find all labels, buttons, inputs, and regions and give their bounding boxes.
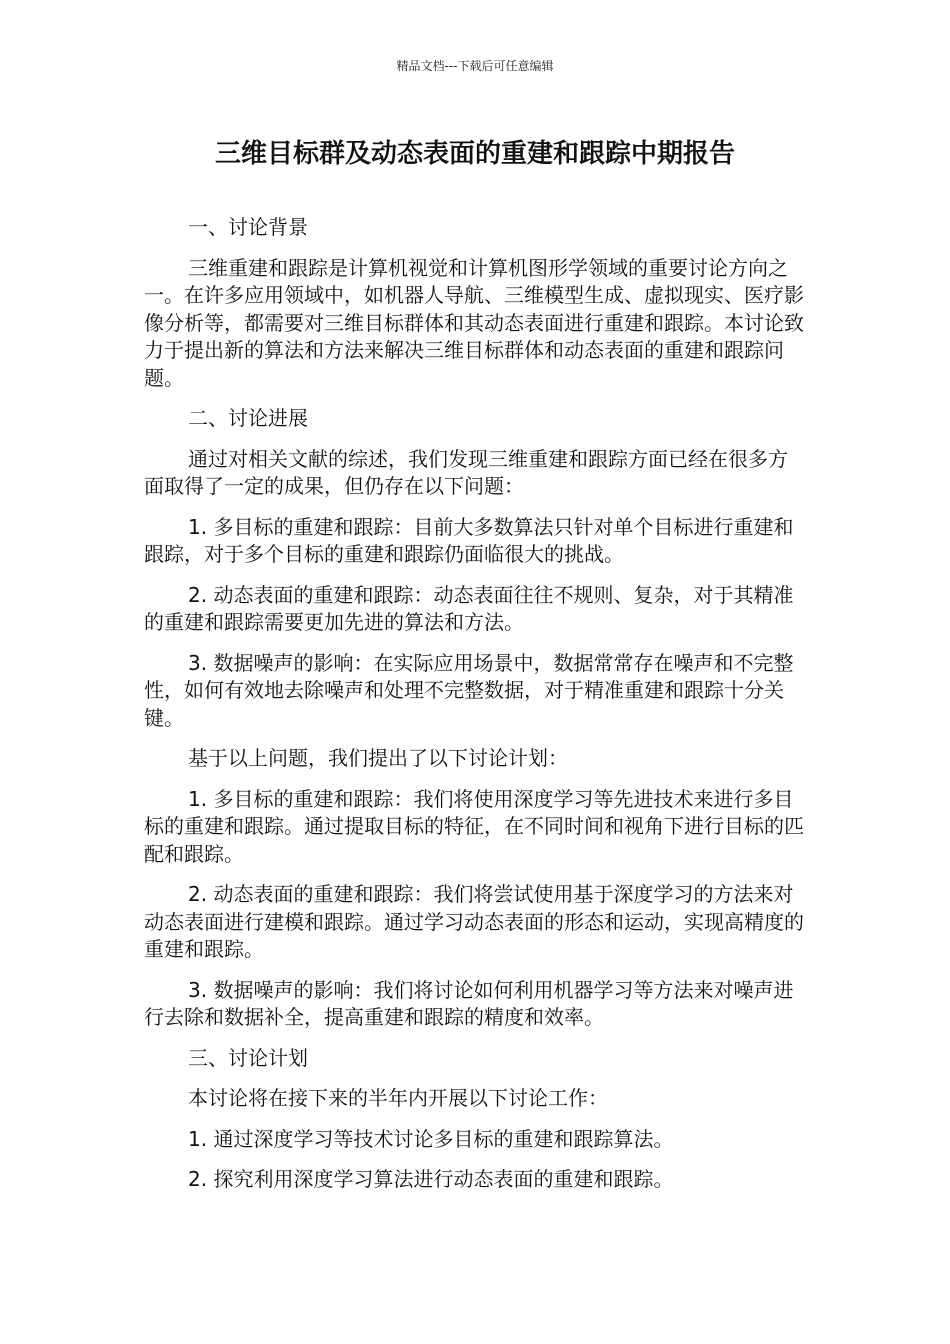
section-heading-progress: 二、讨论进展 (188, 406, 308, 430)
issue-item-3: 3. 数据噪声的影响：在实际应用场景中，数据常常存在噪声和不完整性，如何有效地去除噪声和处理不完整数据，对于精准重建和跟踪十分关键。 (144, 650, 794, 730)
plan-item-3: 3. 数据噪声的影响：我们将讨论如何利用机器学习等方法来对噪声进行去除和数据补全，提高重建和跟踪的精度和效率。 (144, 977, 794, 1029)
paragraph-progress-intro: 通过对相关文献的综述，我们发现三维重建和跟踪方面已经在很多方面取得了一定的成果，但仍存在以下问题： (144, 446, 788, 498)
document-body (144, 214, 804, 1194)
paragraph-background: 三维重建和跟踪是计算机视觉和计算机图形学领域的重要讨论方向之一。在许多应用领域中，如机器人导航、三维模型生成、虚拟现实、医疗影像分析等，都需要对三维目标群体和其动态表面进行重建和跟踪。本讨论致力于提出新的算法和方法来解决三维目标群体和动态表面的重建和跟踪问题。 (144, 255, 804, 390)
issue-item-1: 1. 多目标的重建和跟踪：目前大多数算法只针对单个目标进行重建和跟踪，对于多个目标的重建和跟踪仍面临很大的挑战。 (144, 514, 794, 566)
issue-item-2: 2. 动态表面的重建和跟踪：动态表面往往不规则、复杂，对于其精准的重建和跟踪需要更加先进的算法和方法。 (144, 582, 794, 634)
paragraph-plan-intro: 基于以上问题，我们提出了以下讨论计划： (188, 746, 568, 770)
header-note: 精品文档---下载后可任意编辑 (396, 59, 554, 73)
plan-item-2: 2. 动态表面的重建和跟踪：我们将尝试使用基于深度学习的方法来对动态表面进行建模和跟踪。通过学习动态表面的形态和运动，实现高精度的重建和跟踪。 (144, 882, 804, 961)
document-title: 三维目标群及动态表面的重建和跟踪中期报告 (214, 139, 735, 169)
work-item-1: 1. 通过深度学习等技术讨论多目标的重建和跟踪算法。 (188, 1126, 674, 1151)
work-item-2: 2. 探究利用深度学习算法进行动态表面的重建和跟踪。 (188, 1167, 674, 1191)
section-heading-plan: 三、讨论计划 (188, 1045, 308, 1070)
paragraph-work-intro: 本讨论将在接下来的半年内开展以下讨论工作： (188, 1086, 608, 1110)
plan-item-1: 1. 多目标的重建和跟踪：我们将使用深度学习等先进技术来进行多目标的重建和跟踪。通过提取目标的特征，在不同时间和视角下进行目标的匹配和跟踪。 (144, 786, 804, 866)
section-heading-background: 一、讨论背景 (188, 215, 308, 239)
